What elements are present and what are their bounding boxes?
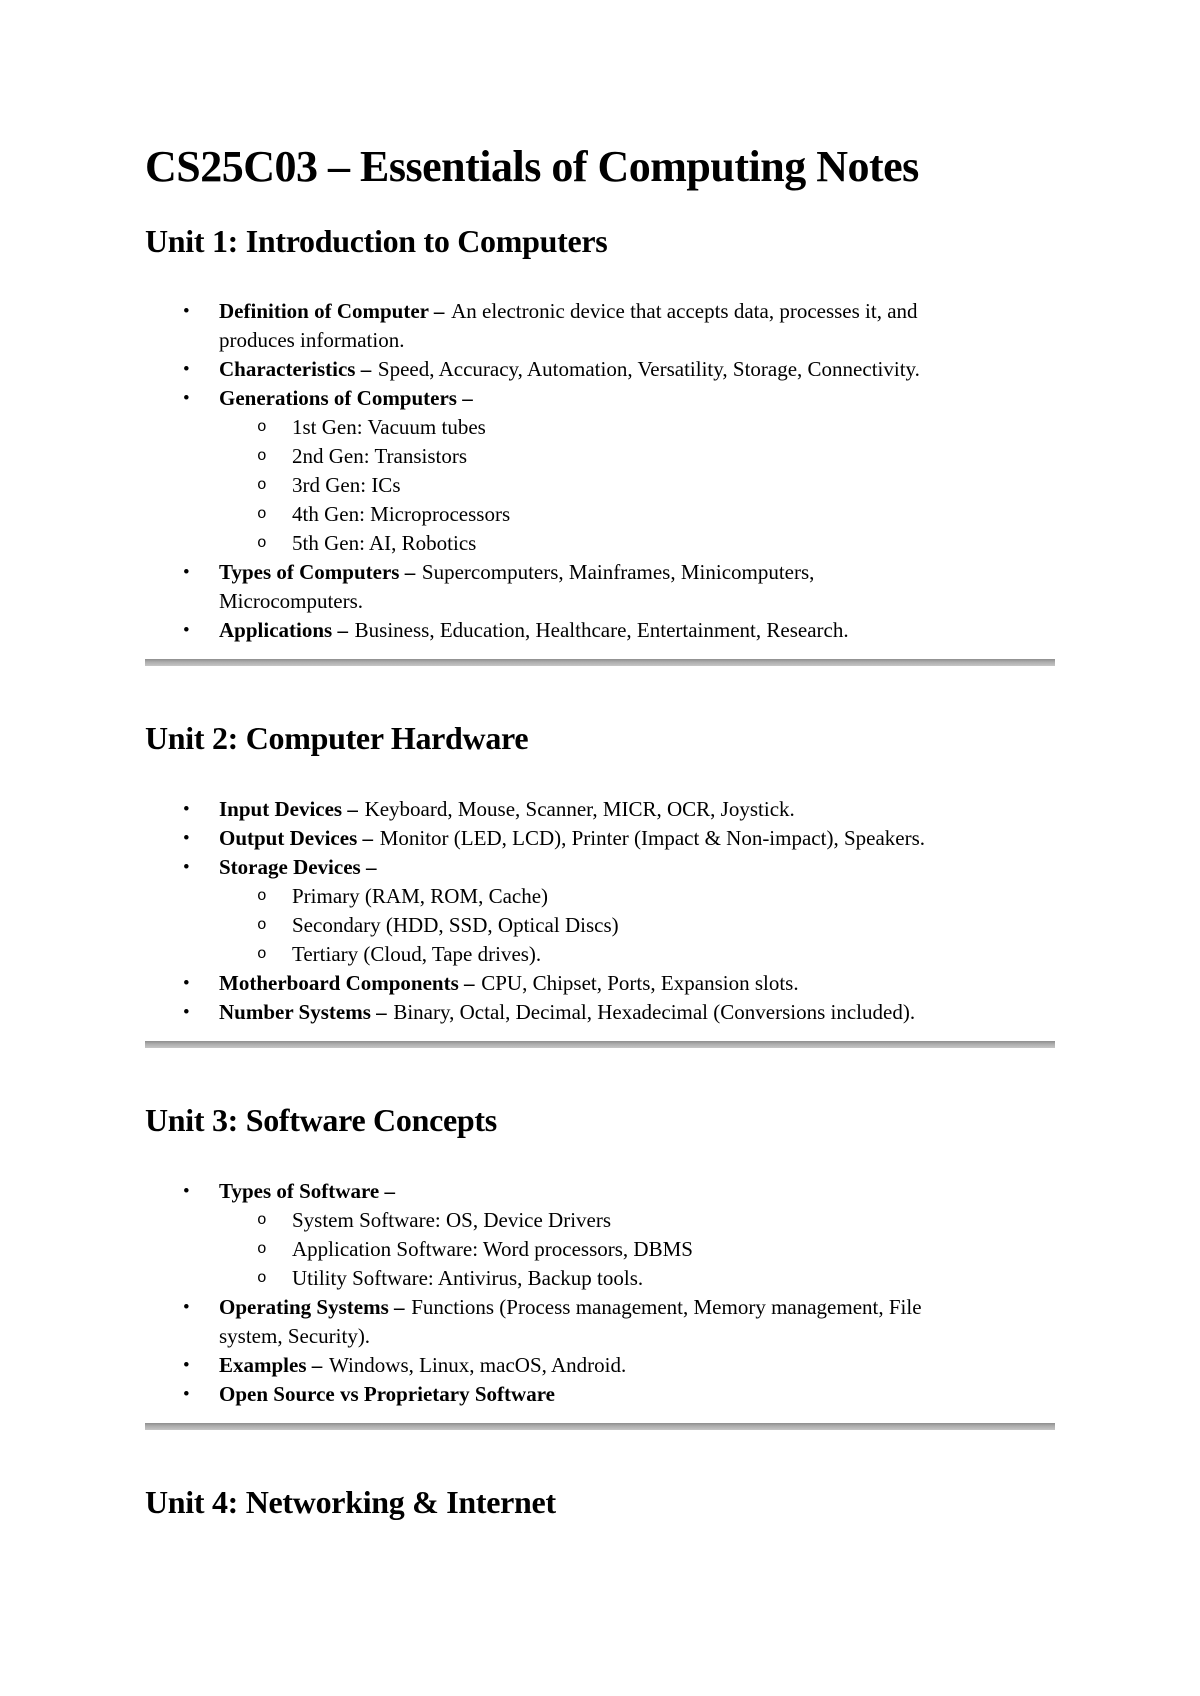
list-item (183, 1177, 1055, 1206)
list-item (183, 824, 1055, 853)
sub-item-text: Secondary (HDD, SSD, Optical Discs) (292, 913, 619, 938)
item-text: Speed, Accuracy, Automation, Versatility, Storage, Connectivity. (377, 357, 920, 382)
sub-item-text: 5th Gen: AI, Robotics (292, 531, 477, 556)
item-text: CPU, Chipset, Ports, Expansion slots. (481, 971, 799, 996)
list-item (183, 969, 1055, 998)
item-label: Types of Computers – (219, 560, 416, 585)
sub-item-text: 4th Gen: Microprocessors (292, 502, 511, 527)
item-label: Examples – (219, 1352, 323, 1377)
circle-bullet-icon: o (257, 447, 267, 466)
list-item (183, 355, 1055, 384)
item-text: Business, Education, Healthcare, Entertainment, Research. (354, 618, 849, 643)
item-text-continued: Microcomputers. (219, 589, 364, 614)
bullet-icon: • (183, 1002, 190, 1024)
section-divider (145, 1423, 1055, 1430)
circle-bullet-icon: o (257, 945, 267, 964)
circle-bullet-icon: o (257, 887, 267, 906)
item-text: Binary, Octal, Decimal, Hexadecimal (Conversions included). (393, 1000, 916, 1025)
bullet-icon: • (183, 1354, 190, 1376)
bullet-icon: • (183, 799, 190, 821)
list-item (183, 998, 1055, 1027)
section-heading-unit-4: Unit 4: Networking & Internet (145, 1483, 556, 1520)
section-unit-4 (145, 1484, 1055, 1521)
sub-list-item (257, 471, 1055, 500)
item-label: Applications – (219, 618, 348, 643)
list-item (183, 384, 1055, 413)
sub-list-item (257, 940, 1055, 969)
item-label: Input Devices – (219, 797, 358, 822)
list-item (183, 1293, 1055, 1351)
bullet-icon: • (183, 620, 190, 642)
item-text-continued: produces information. (219, 328, 405, 353)
bullet-icon: • (183, 388, 190, 410)
bullet-icon: • (183, 857, 190, 879)
bullet-list-unit-2 (145, 795, 1055, 1027)
section-unit-2 (145, 720, 1055, 1027)
document-title: CS25C03 – Essentials of Computing Notes (145, 142, 919, 191)
list-item (183, 1351, 1055, 1380)
list-item (183, 1380, 1055, 1409)
sub-list-item (257, 442, 1055, 471)
list-item (183, 795, 1055, 824)
item-text: Windows, Linux, macOS, Android. (328, 1352, 627, 1377)
sub-list-item (257, 500, 1055, 529)
circle-bullet-icon: o (257, 534, 267, 553)
sub-item-text: Primary (RAM, ROM, Cache) (292, 884, 549, 909)
bullet-icon: • (183, 828, 190, 850)
bullet-icon: • (183, 1383, 190, 1405)
section-unit-1 (145, 223, 1055, 646)
section-heading-unit-3: Unit 3: Software Concepts (145, 1102, 497, 1139)
list-item (183, 297, 1055, 355)
bullet-icon: • (183, 973, 190, 995)
item-text-continued: system, Security). (219, 1323, 371, 1348)
item-text: An electronic device that accepts data, processes it, and (451, 299, 918, 324)
bullet-icon: • (183, 359, 190, 381)
item-label: Types of Software – (219, 1178, 395, 1203)
sub-item-text: 2nd Gen: Transistors (292, 444, 468, 469)
sub-list-item (257, 911, 1055, 940)
circle-bullet-icon: o (257, 476, 267, 495)
sub-item-text: 3rd Gen: ICs (292, 473, 401, 498)
item-label: Operating Systems – (219, 1294, 405, 1319)
sub-list-item (257, 529, 1055, 558)
circle-bullet-icon: o (257, 1268, 267, 1287)
bullet-icon: • (183, 1180, 190, 1202)
bullet-icon: • (183, 301, 190, 323)
bullet-icon: • (183, 1296, 190, 1318)
item-label: Output Devices – (219, 826, 373, 851)
sub-item-text: 1st Gen: Vacuum tubes (292, 415, 486, 440)
sub-list-item (257, 413, 1055, 442)
section-divider (145, 659, 1055, 666)
bullet-icon: • (183, 562, 190, 584)
sub-list-item (257, 1264, 1055, 1293)
item-text: Monitor (LED, LCD), Printer (Impact & Non-impact), Speakers. (379, 826, 926, 851)
list-item (183, 853, 1055, 882)
section-heading-unit-1: Unit 1: Introduction to Computers (145, 222, 608, 259)
item-label: Storage Devices – (219, 855, 377, 880)
bullet-list-unit-3 (145, 1177, 1055, 1409)
sub-list-item (257, 882, 1055, 911)
circle-bullet-icon: o (257, 1239, 267, 1258)
circle-bullet-icon: o (257, 916, 267, 935)
item-label: Number Systems – (219, 1000, 387, 1025)
sub-item-text: Utility Software: Antivirus, Backup tools. (292, 1265, 644, 1290)
item-label: Generations of Computers – (219, 386, 473, 411)
circle-bullet-icon: o (257, 505, 267, 524)
section-heading-unit-2: Unit 2: Computer Hardware (145, 720, 529, 757)
sub-item-text: Application Software: Word processors, DBMS (292, 1236, 693, 1261)
item-text: Supercomputers, Mainframes, Minicomputers, (421, 560, 815, 585)
item-label: Definition of Computer – (219, 299, 445, 324)
item-label: Characteristics – (219, 357, 372, 382)
section-unit-3 (145, 1102, 1055, 1409)
circle-bullet-icon: o (257, 418, 267, 437)
sub-list-item (257, 1235, 1055, 1264)
sub-item-text: Tertiary (Cloud, Tape drives). (292, 942, 542, 967)
item-text: Keyboard, Mouse, Scanner, MICR, OCR, Joystick. (364, 797, 795, 822)
sub-item-text: System Software: OS, Device Drivers (292, 1207, 612, 1232)
section-divider (145, 1041, 1055, 1048)
circle-bullet-icon: o (257, 1210, 267, 1229)
sub-list-item (257, 1206, 1055, 1235)
list-item (183, 616, 1055, 645)
item-label: Open Source vs Proprietary Software (219, 1381, 555, 1406)
item-text: Functions (Process management, Memory management, File (411, 1294, 922, 1319)
list-item (183, 558, 1055, 616)
bullet-list-unit-1 (145, 297, 1055, 645)
item-label: Motherboard Components – (219, 971, 475, 996)
